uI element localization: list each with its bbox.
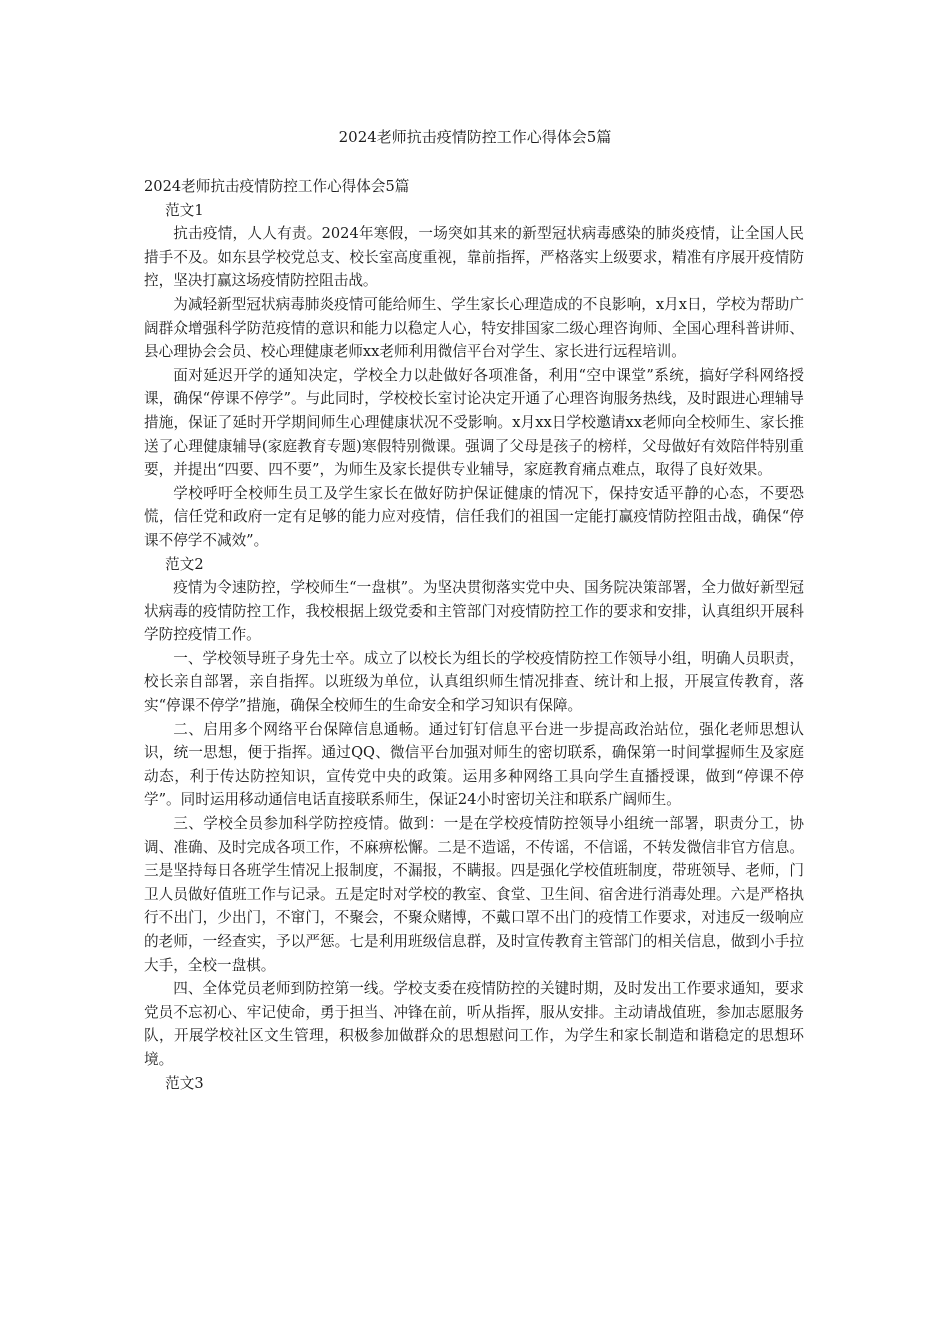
paragraph: 三、学校全员参加科学防控疫情。做到：一是在学校疫情防控领导小组统一部署，职责分工，协调、准确、及时完成各项工作，不麻痹松懈。二是不造谣，不传谣，不信谣，不转发微信非官方信息。三是坚持每日各班学生情况上报制度，不漏报，不瞒报。四是强化学校值班制度，带班领导、老师，门卫人员做好值班工作与记录。五是定时对学校的教室、食堂、卫生间、宿舍进行消毒处理。六是严格执行不出门，少出门，不窜门，不聚会，不聚众赌博，不戴口罩不出门的疫情工作要求，对违反一级响应的老师，一经查实，予以严惩。七是利用班级信息群，及时宣传教育主管部门的相关信息，做到小手拉大手，全校一盘棋。: [144, 815, 804, 974]
paragraph: 学校呼吁全校师生员工及学生家长在做好防护保证健康的情况下，保持安适平静的心态，不要恐慌，信任党和政府一定有足够的能力应对疫情，信任我们的祖国一定能打赢疫情防控阻击战，确保“停课不停学不减效”。: [144, 484, 804, 549]
document-title: 2024老师抗击疫情防控工作心得体会5篇: [338, 128, 612, 146]
document-body: [144, 175, 804, 1095]
paragraph: 面对延迟开学的通知决定，学校全力以赴做好各项准备，利用“空中课堂”系统，搞好学科网络授课，确保“停课不停学”。与此同时，学校校长室讨论决定开通了心理咨询服务热线，及时跟进心理辅导措施，保证了延时开学期间师生心理健康状况不受影响。x月xx日学校邀请xx老师向全校师生、家长推送了心理健康辅导(家庭教育专题)寒假特别微课。强调了父母是孩子的榜样，父母做好有效陪伴特别重要，并提出“四要、四不要”，为师生及家长提供专业辅导，家庭教育痛点难点，取得了良好效果。: [144, 366, 804, 479]
paragraph: 一、学校领导班子身先士卒。成立了以校长为组长的学校疫情防控工作领导小组，明确人员职责，校长亲自部署，亲自指挥。以班级为单位，认真组织师生情况排查、统计和上报，开展宣传教育，落实“停课不停学”措施，确保全校师生的生命安全和学习知识有保障。: [144, 649, 804, 715]
section-heading-3: 范文3: [165, 1074, 204, 1092]
paragraph: 二、启用多个网络平台保障信息通畅。通过钉钉信息平台进一步提高政治站位，强化老师思想认识，统一思想，便于指挥。通过QQ、微信平台加强对师生的密切联系，确保第一时间掌握师生及家庭动态，利于传达防控知识，宣传党中央的政策。运用多种网络工具向学生直播授课，做到“停课不停学”。同时运用移动通信电话直接联系师生，保证24小时密切关注和联系广阔师生。: [144, 720, 804, 809]
paragraph: 四、全体党员老师到防控第一线。学校支委在疫情防控的关键时期，及时发出工作要求通知，要求党员不忘初心、牢记使命，勇于担当、冲锋在前，听从指挥，服从安排。主动请战值班，参加志愿服务队，开展学校社区文生管理，积极参加做群众的思想慰问工作，为学生和家长制造和谐稳定的思想环境。: [144, 980, 804, 1068]
document-subtitle: 2024老师抗击疫情防控工作心得体会5篇: [144, 178, 410, 195]
paragraph: 为减轻新型冠状病毒肺炎疫情可能给师生、学生家长心理造成的不良影响，x月x日，学校为帮助广阔群众增强科学防范疫情的意识和能力以稳定人心，特安排国家二级心理咨询师、全国心理科普讲师、县心理协会会员、校心理健康老师xx老师利用微信平台对学生、家长进行远程培训。: [144, 295, 804, 361]
paragraph: 疫情为令速防控，学校师生“一盘棋”。为坚决贯彻落实党中央、国务院决策部署，全力做好新型冠状病毒的疫情防控工作，我校根据上级党委和主管部门对疫情防控工作的要求和安排，认真组织开展科学防控疫情工作。: [144, 579, 804, 644]
paragraph: 抗击疫情，人人有责。2024年寒假，一场突如其来的新型冠状病毒感染的肺炎疫情，让全国人民措手不及。如东县学校党总支、校长室高度重视，靠前指挥，严格落实上级要求，精准有序展开疫情防控，坚决打赢这场疫情防控阻击战。: [144, 225, 804, 290]
section-heading-2: 范文2: [165, 555, 204, 573]
section-heading-1: 范文1: [165, 201, 204, 219]
